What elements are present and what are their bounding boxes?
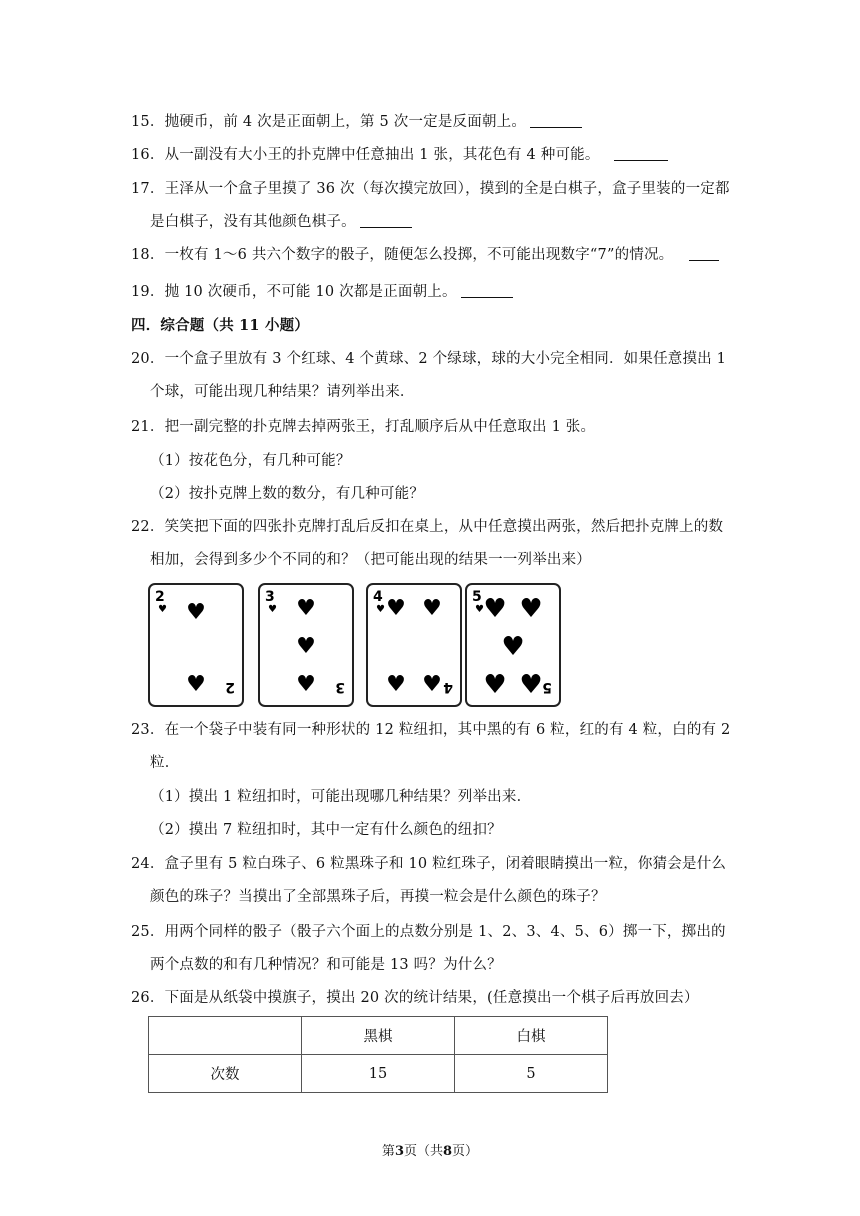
question-17-continuation: 是白棋子，没有其他颜色棋子。 [150, 212, 412, 232]
answer-blank[interactable] [461, 283, 513, 298]
question-23-continuation: 粒． [150, 755, 180, 771]
heart-icon: ♥ [296, 672, 316, 697]
question-26: 26．下面是从纸袋中摸旗子，摸出 20 次的统计结果，(任意摸出一个棋子后再放回去） [131, 990, 699, 1006]
page-footer: 第3页（共8页） [381, 1144, 479, 1159]
heart-icon: ♥ [268, 604, 277, 615]
heart-icon: ♥ [483, 594, 507, 624]
question-21-part-2: （2）按扑克牌上数的数分，有几种可能？ [150, 486, 425, 502]
question-20-continuation: 个球，可能出现几种结果？请列举出来． [150, 384, 415, 400]
question-15: 15．抛硬币，前 4 次是正面朝上，第 5 次一定是反面朝上。 [131, 112, 582, 132]
question-18: 18．一枚有 1～6 共六个数字的骰子，随便怎么投掷，不可能出现数字“7”的情况。 [131, 245, 719, 265]
question-25-continuation: 两个点数的和有几种情况？和可能是 13 吗？为什么？ [150, 957, 502, 973]
card-rank: 4 [373, 589, 383, 605]
question-23-part-1: （1）摸出 1 粒纽扣时，可能出现哪几种结果？列举出来． [150, 789, 532, 805]
card-rank: 2 [225, 679, 235, 695]
heart-icon: ♥ [186, 672, 206, 697]
question-20: 20．一个盒子里放有 3 个红球、4 个黄球、2 个绿球，球的大小完全相同．如果任意摸出 1 [131, 351, 727, 367]
card-rank: 5 [472, 589, 482, 605]
heart-icon: ♥ [501, 632, 525, 662]
question-24: 24．盒子里有 5 粒白珠子、6 粒黑珠子和 10 粒红珠子，闭着眼睛摸出一粒，你猜会是什么 [131, 856, 727, 872]
table-row [149, 1055, 608, 1093]
question-22-continuation: 相加，会得到多少个不同的和？（把可能出现的结果一一列举出来） [150, 552, 591, 568]
page-total: 8 [443, 1144, 453, 1159]
card-rank: 4 [443, 679, 453, 695]
heart-icon: ♥ [376, 604, 385, 615]
heart-icon: ♥ [296, 596, 316, 621]
question-25: 25．用两个同样的骰子（骰子六个面上的点数分别是 1、2、3、4、5、6）掷一下，掷出的 [131, 924, 726, 940]
heart-icon: ♥ [422, 596, 442, 621]
heart-icon: ♥ [186, 600, 206, 625]
heart-icon: ♥ [475, 604, 484, 615]
playing-card-3 [258, 583, 354, 707]
answer-blank[interactable] [689, 246, 719, 261]
heart-icon: ♥ [296, 634, 316, 659]
table-header-cell: 白棋 [455, 1017, 608, 1055]
heart-icon: ♥ [483, 670, 507, 700]
playing-card-2 [148, 583, 244, 707]
card-rank: 5 [542, 679, 552, 695]
question-21: 21．把一副完整的扑克牌去掉两张王，打乱顺序后从中任意取出 1 张。 [131, 419, 596, 435]
answer-blank[interactable] [614, 146, 668, 161]
table-header-row [149, 1017, 608, 1055]
results-table [148, 1016, 608, 1093]
page-number: 3 [394, 1144, 404, 1159]
question-23: 23．在一个袋子中装有同一种形状的 12 粒纽扣，其中黑的有 6 粒，红的有 4 粒，白的有 2 [131, 722, 731, 738]
question-16: 16．从一副没有大小王的扑克牌中任意抽出 1 张，其花色有 4 种可能。 [131, 145, 668, 165]
question-21-part-1: （1）按花色分，有几种可能？ [150, 453, 351, 469]
table-header-cell: 黑棋 [302, 1017, 455, 1055]
question-19: 19．抛 10 次硬币，不可能 10 次都是正面朝上。 [131, 282, 513, 302]
heart-icon: ♥ [386, 672, 406, 697]
question-17: 17．王泽从一个盒子里摸了 36 次（每次摸完放回），摸到的全是白棋子，盒子里装的一定都 [131, 181, 730, 197]
table-cell: 15 [302, 1055, 455, 1093]
table-header-cell [149, 1017, 302, 1055]
playing-card-5 [465, 583, 561, 707]
answer-blank[interactable] [360, 213, 412, 228]
card-rank: 3 [335, 679, 345, 695]
question-24-continuation: 颜色的珠子？当摸出了全部黑珠子后，再摸一粒会是什么颜色的珠子？ [150, 889, 606, 905]
card-rank: 2 [155, 589, 165, 605]
question-23-part-2: （2）摸出 7 粒纽扣时，其中一定有什么颜色的纽扣？ [150, 822, 502, 838]
section-heading: 四．综合题（共 11 小题） [131, 317, 310, 334]
answer-blank[interactable] [530, 113, 582, 128]
heart-icon: ♥ [519, 670, 543, 700]
heart-icon: ♥ [519, 594, 543, 624]
playing-card-4 [366, 583, 462, 707]
card-rank: 3 [265, 589, 275, 605]
heart-icon: ♥ [422, 672, 442, 697]
heart-icon: ♥ [158, 604, 167, 615]
table-cell: 次数 [149, 1055, 302, 1093]
table-cell: 5 [455, 1055, 608, 1093]
question-22: 22．笑笑把下面的四张扑克牌打乱后反扣在桌上，从中任意摸出两张，然后把扑克牌上的数 [131, 519, 724, 535]
heart-icon: ♥ [386, 596, 406, 621]
